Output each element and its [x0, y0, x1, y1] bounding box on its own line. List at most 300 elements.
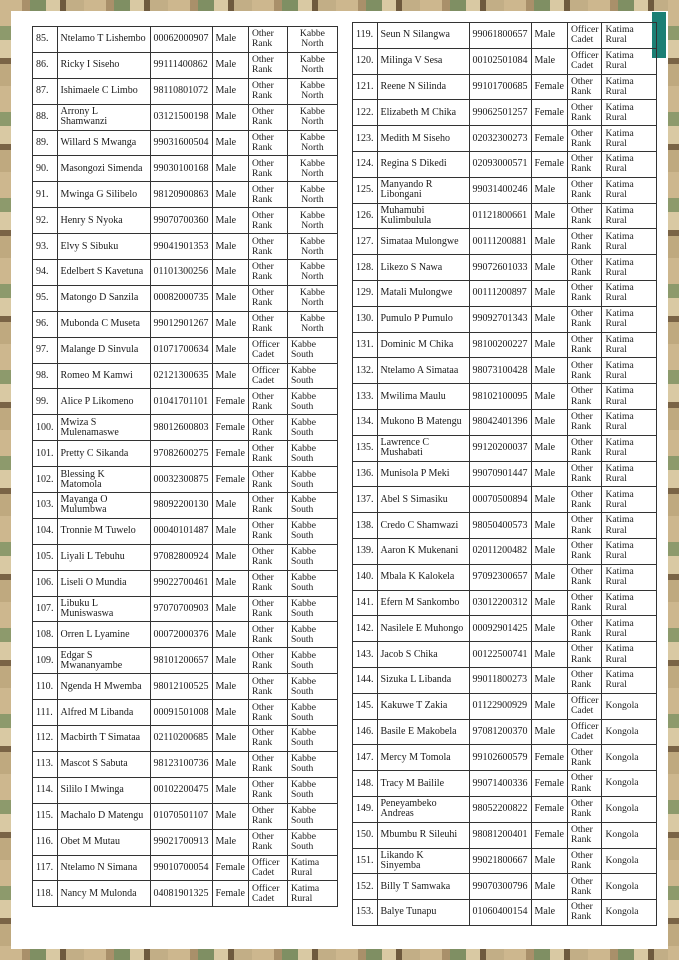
- full-name-cell: Mukono B Matengu: [377, 409, 469, 435]
- full-name-cell: Obet M Mutau: [57, 829, 150, 855]
- full-name-cell: Medith M Siseho: [377, 126, 469, 152]
- station-cell: Katima Rural: [602, 255, 657, 281]
- rank-cell: Other Rank: [567, 874, 602, 900]
- rank-cell: Officer Cadet: [248, 363, 287, 389]
- station-cell: Katima Rural: [287, 881, 337, 907]
- gender-cell: Male: [531, 48, 567, 74]
- full-name-cell: Willard S Mwanga: [57, 130, 150, 156]
- full-name-cell: Matongo D Sanzila: [57, 285, 150, 311]
- full-name-cell: Balye Tunapu: [377, 900, 469, 926]
- gender-cell: Male: [212, 27, 248, 53]
- rank-cell: Other Rank: [567, 126, 602, 152]
- gender-cell: Female: [531, 151, 567, 177]
- id-number-cell: 00122500741: [469, 642, 531, 668]
- full-name-cell: Mwinga G Silibelo: [57, 182, 150, 208]
- full-name-cell: Mubonda C Museta: [57, 311, 150, 337]
- row-number-cell: 87.: [33, 78, 58, 104]
- table-row: [353, 74, 657, 100]
- row-number-cell: 152.: [353, 874, 378, 900]
- full-name-cell: Elizabeth M Chika: [377, 100, 469, 126]
- id-number-cell: 01041701101: [150, 389, 212, 415]
- table-row: [353, 564, 657, 590]
- station-cell: Katima Rural: [602, 384, 657, 410]
- id-number-cell: 00040101487: [150, 518, 212, 544]
- station-cell: Kongola: [602, 822, 657, 848]
- table-row: [33, 27, 338, 53]
- row-number-cell: 111.: [33, 700, 58, 726]
- row-number-cell: 144.: [353, 667, 378, 693]
- rank-cell: Other Rank: [248, 27, 287, 53]
- rank-cell: Other Rank: [248, 493, 287, 519]
- rank-cell: Other Rank: [248, 285, 287, 311]
- gender-cell: Male: [212, 130, 248, 156]
- table-row: [33, 260, 338, 286]
- id-number-cell: 99111400862: [150, 52, 212, 78]
- rank-cell: Other Rank: [567, 229, 602, 255]
- full-name-cell: Aaron K Mukenani: [377, 538, 469, 564]
- table-row: [353, 255, 657, 281]
- id-number-cell: 99010700054: [150, 855, 212, 881]
- station-cell: Kabbe North: [287, 27, 337, 53]
- gender-cell: Male: [531, 358, 567, 384]
- id-number-cell: 97082600275: [150, 441, 212, 467]
- rank-cell: Other Rank: [567, 513, 602, 539]
- decorative-border-bottom: [0, 949, 679, 960]
- rank-cell: Other Rank: [567, 151, 602, 177]
- station-cell: Kabbe North: [287, 78, 337, 104]
- gender-cell: Male: [212, 648, 248, 674]
- gender-cell: Male: [212, 234, 248, 260]
- rank-cell: Other Rank: [248, 751, 287, 777]
- gender-cell: Female: [531, 745, 567, 771]
- gender-cell: Male: [531, 384, 567, 410]
- full-name-cell: Seun N Silangwa: [377, 23, 469, 49]
- station-cell: Katima Rural: [602, 332, 657, 358]
- full-name-cell: Reene N Silinda: [377, 74, 469, 100]
- rank-cell: Other Rank: [248, 622, 287, 648]
- full-name-cell: Orren L Lyamine: [57, 622, 150, 648]
- rank-cell: Other Rank: [567, 177, 602, 203]
- id-number-cell: 99120200037: [469, 435, 531, 461]
- full-name-cell: Likezo S Nawa: [377, 255, 469, 281]
- full-name-cell: Liyali L Tebuhu: [57, 544, 150, 570]
- id-number-cell: 02093000571: [469, 151, 531, 177]
- full-name-cell: Malange D Sinvula: [57, 337, 150, 363]
- full-name-cell: Romeo M Kamwi: [57, 363, 150, 389]
- gender-cell: Female: [212, 881, 248, 907]
- gender-cell: Male: [531, 280, 567, 306]
- id-number-cell: 99070300796: [469, 874, 531, 900]
- row-number-cell: 142.: [353, 616, 378, 642]
- row-number-cell: 93.: [33, 234, 58, 260]
- rank-cell: Other Rank: [567, 616, 602, 642]
- table-row: [353, 461, 657, 487]
- rank-cell: Other Rank: [248, 415, 287, 441]
- table-row: [33, 881, 338, 907]
- table-row: [353, 590, 657, 616]
- gender-cell: Female: [212, 441, 248, 467]
- table-row: [353, 177, 657, 203]
- table-row: [353, 151, 657, 177]
- id-number-cell: 99092701343: [469, 306, 531, 332]
- table-row: [33, 337, 338, 363]
- gender-cell: Male: [212, 726, 248, 752]
- full-name-cell: Mbala K Kalokela: [377, 564, 469, 590]
- station-cell: Katima Rural: [602, 203, 657, 229]
- row-number-cell: 140.: [353, 564, 378, 590]
- station-cell: Katima Rural: [602, 564, 657, 590]
- full-name-cell: Ngenda H Mwemba: [57, 674, 150, 700]
- station-cell: Kongola: [602, 874, 657, 900]
- row-number-cell: 123.: [353, 126, 378, 152]
- rank-cell: Other Rank: [248, 52, 287, 78]
- gender-cell: Male: [212, 260, 248, 286]
- gender-cell: Male: [212, 777, 248, 803]
- gender-cell: Male: [212, 52, 248, 78]
- id-number-cell: 00032300875: [150, 467, 212, 493]
- station-cell: Katima Rural: [602, 151, 657, 177]
- station-cell: Katima Rural: [602, 616, 657, 642]
- id-number-cell: 99072601033: [469, 255, 531, 281]
- id-number-cell: 99062501257: [469, 100, 531, 126]
- table-row: [353, 100, 657, 126]
- row-number-cell: 105.: [33, 544, 58, 570]
- station-cell: Katima Rural: [602, 306, 657, 332]
- station-cell: Kabbe North: [287, 208, 337, 234]
- rank-cell: Other Rank: [567, 590, 602, 616]
- station-cell: Kongola: [602, 745, 657, 771]
- row-number-cell: 125.: [353, 177, 378, 203]
- station-cell: Katima Rural: [602, 48, 657, 74]
- rank-cell: Other Rank: [567, 358, 602, 384]
- table-row: [33, 441, 338, 467]
- table-row: [353, 642, 657, 668]
- recruit-table-right: [352, 22, 657, 926]
- id-number-cell: 99031600504: [150, 130, 212, 156]
- station-cell: Kabbe North: [287, 130, 337, 156]
- station-cell: Kabbe South: [287, 622, 337, 648]
- station-cell: Kabbe North: [287, 182, 337, 208]
- row-number-cell: 134.: [353, 409, 378, 435]
- id-number-cell: 00102501084: [469, 48, 531, 74]
- station-cell: Katima Rural: [602, 126, 657, 152]
- id-number-cell: 99021700913: [150, 829, 212, 855]
- gender-cell: Male: [531, 590, 567, 616]
- id-number-cell: 98120900863: [150, 182, 212, 208]
- gender-cell: Male: [212, 182, 248, 208]
- gender-cell: Female: [212, 467, 248, 493]
- full-name-cell: Ntelamo T Lishembo: [57, 27, 150, 53]
- id-number-cell: 98073100428: [469, 358, 531, 384]
- gender-cell: Female: [212, 415, 248, 441]
- table-row: [33, 803, 338, 829]
- rank-cell: Other Rank: [567, 461, 602, 487]
- table-row: [33, 518, 338, 544]
- id-number-cell: 00072000376: [150, 622, 212, 648]
- station-cell: Katima Rural: [602, 487, 657, 513]
- rank-cell: Other Rank: [248, 777, 287, 803]
- gender-cell: Male: [212, 751, 248, 777]
- full-name-cell: Pumulo P Pumulo: [377, 306, 469, 332]
- rank-cell: Other Rank: [567, 538, 602, 564]
- rank-cell: Other Rank: [248, 130, 287, 156]
- station-cell: Kabbe South: [287, 544, 337, 570]
- full-name-cell: Pretty C Sikanda: [57, 441, 150, 467]
- gender-cell: Male: [212, 285, 248, 311]
- gender-cell: Male: [531, 23, 567, 49]
- gender-cell: Male: [212, 570, 248, 596]
- full-name-cell: Peneyambeko Andreas: [377, 796, 469, 822]
- gender-cell: Male: [531, 229, 567, 255]
- row-number-cell: 94.: [33, 260, 58, 286]
- id-number-cell: 99061800657: [469, 23, 531, 49]
- gender-cell: Male: [531, 461, 567, 487]
- id-number-cell: 00062000907: [150, 27, 212, 53]
- full-name-cell: Ishimaele C Limbo: [57, 78, 150, 104]
- full-name-cell: Henry S Nyoka: [57, 208, 150, 234]
- rank-cell: Officer Cadet: [248, 337, 287, 363]
- table-row: [353, 409, 657, 435]
- table-row: [353, 538, 657, 564]
- id-number-cell: 00091501008: [150, 700, 212, 726]
- station-cell: Kongola: [602, 719, 657, 745]
- table-row: [353, 280, 657, 306]
- gender-cell: Female: [531, 822, 567, 848]
- station-cell: Kongola: [602, 693, 657, 719]
- id-number-cell: 01071700634: [150, 337, 212, 363]
- table-row: [33, 389, 338, 415]
- station-cell: Kabbe North: [287, 156, 337, 182]
- id-number-cell: 03012200312: [469, 590, 531, 616]
- station-cell: Katima Rural: [287, 855, 337, 881]
- gender-cell: Male: [531, 564, 567, 590]
- rank-cell: Other Rank: [567, 100, 602, 126]
- row-number-cell: 135.: [353, 435, 378, 461]
- row-number-cell: 102.: [33, 467, 58, 493]
- row-number-cell: 145.: [353, 693, 378, 719]
- rank-cell: Other Rank: [248, 803, 287, 829]
- station-cell: Kabbe South: [287, 389, 337, 415]
- id-number-cell: 01060400154: [469, 900, 531, 926]
- id-number-cell: 00111200881: [469, 229, 531, 255]
- gender-cell: Male: [531, 487, 567, 513]
- gender-cell: Male: [531, 409, 567, 435]
- full-name-cell: Likando K Sinyemba: [377, 848, 469, 874]
- id-number-cell: 02121300635: [150, 363, 212, 389]
- full-name-cell: Liseli O Mundia: [57, 570, 150, 596]
- station-cell: Katima Rural: [602, 74, 657, 100]
- row-number-cell: 104.: [33, 518, 58, 544]
- station-cell: Katima Rural: [602, 435, 657, 461]
- rank-cell: Other Rank: [248, 829, 287, 855]
- row-number-cell: 119.: [353, 23, 378, 49]
- id-number-cell: 98123100736: [150, 751, 212, 777]
- rank-cell: Other Rank: [248, 674, 287, 700]
- row-number-cell: 86.: [33, 52, 58, 78]
- id-number-cell: 98100200227: [469, 332, 531, 358]
- gender-cell: Male: [212, 208, 248, 234]
- row-number-cell: 136.: [353, 461, 378, 487]
- station-cell: Kabbe South: [287, 337, 337, 363]
- full-name-cell: Mbumbu R Sileuhi: [377, 822, 469, 848]
- table-row: [33, 311, 338, 337]
- station-cell: Katima Rural: [602, 100, 657, 126]
- full-name-cell: Mwiza S Mulenamaswe: [57, 415, 150, 441]
- id-number-cell: 99102600579: [469, 745, 531, 771]
- table-row: [353, 229, 657, 255]
- full-name-cell: Basile E Makobela: [377, 719, 469, 745]
- table-row: [33, 622, 338, 648]
- rank-cell: Officer Cadet: [567, 693, 602, 719]
- gender-cell: Male: [531, 435, 567, 461]
- rank-cell: Other Rank: [567, 642, 602, 668]
- row-number-cell: 115.: [33, 803, 58, 829]
- table-row: [33, 855, 338, 881]
- id-number-cell: 02011200482: [469, 538, 531, 564]
- row-number-cell: 90.: [33, 156, 58, 182]
- full-name-cell: Macbirth T Simataa: [57, 726, 150, 752]
- full-name-cell: Ntelamo A Simataa: [377, 358, 469, 384]
- row-number-cell: 99.: [33, 389, 58, 415]
- id-number-cell: 97081200370: [469, 719, 531, 745]
- full-name-cell: Manyando R Libongani: [377, 177, 469, 203]
- row-number-cell: 116.: [33, 829, 58, 855]
- id-number-cell: 99030100168: [150, 156, 212, 182]
- row-number-cell: 129.: [353, 280, 378, 306]
- station-cell: Kabbe North: [287, 311, 337, 337]
- table-row: [353, 771, 657, 797]
- id-number-cell: 98052200822: [469, 796, 531, 822]
- table-row: [353, 693, 657, 719]
- station-cell: Katima Rural: [602, 358, 657, 384]
- row-number-cell: 107.: [33, 596, 58, 622]
- id-number-cell: 98092200130: [150, 493, 212, 519]
- gender-cell: Male: [212, 803, 248, 829]
- row-number-cell: 147.: [353, 745, 378, 771]
- id-number-cell: 99011800273: [469, 667, 531, 693]
- rank-cell: Officer Cadet: [248, 881, 287, 907]
- row-number-cell: 151.: [353, 848, 378, 874]
- full-name-cell: Credo C Shamwazi: [377, 513, 469, 539]
- row-number-cell: 122.: [353, 100, 378, 126]
- gender-cell: Female: [531, 771, 567, 797]
- row-number-cell: 98.: [33, 363, 58, 389]
- full-name-cell: Mayanga O Mulumbwa: [57, 493, 150, 519]
- rank-cell: Other Rank: [248, 78, 287, 104]
- table-row: [353, 513, 657, 539]
- table-row: [353, 745, 657, 771]
- station-cell: Katima Rural: [602, 642, 657, 668]
- table-row: [33, 777, 338, 803]
- station-cell: Katima Rural: [602, 229, 657, 255]
- row-number-cell: 118.: [33, 881, 58, 907]
- full-name-cell: Munisola P Meki: [377, 461, 469, 487]
- decorative-border-left: [0, 0, 11, 960]
- rank-cell: Other Rank: [567, 409, 602, 435]
- station-cell: Katima Rural: [602, 280, 657, 306]
- rank-cell: Other Rank: [567, 255, 602, 281]
- full-name-cell: Matali Mulongwe: [377, 280, 469, 306]
- id-number-cell: 00111200897: [469, 280, 531, 306]
- full-name-cell: Elvy S Sibuku: [57, 234, 150, 260]
- row-number-cell: 106.: [33, 570, 58, 596]
- id-number-cell: 98101200657: [150, 648, 212, 674]
- rank-cell: Other Rank: [567, 203, 602, 229]
- row-number-cell: 110.: [33, 674, 58, 700]
- id-number-cell: 02110200685: [150, 726, 212, 752]
- id-number-cell: 98081200401: [469, 822, 531, 848]
- gender-cell: Male: [531, 616, 567, 642]
- row-number-cell: 139.: [353, 538, 378, 564]
- rank-cell: Other Rank: [567, 848, 602, 874]
- row-number-cell: 124.: [353, 151, 378, 177]
- id-number-cell: 99031400246: [469, 177, 531, 203]
- table-row: [353, 435, 657, 461]
- row-number-cell: 141.: [353, 590, 378, 616]
- station-cell: Kabbe South: [287, 570, 337, 596]
- table-row: [353, 358, 657, 384]
- full-name-cell: Sililo I Mwinga: [57, 777, 150, 803]
- rank-cell: Other Rank: [248, 441, 287, 467]
- gender-cell: Male: [212, 78, 248, 104]
- station-cell: Kabbe North: [287, 285, 337, 311]
- full-name-cell: Masongozi Simenda: [57, 156, 150, 182]
- row-number-cell: 88.: [33, 104, 58, 130]
- gender-cell: Male: [531, 900, 567, 926]
- id-number-cell: 98012600803: [150, 415, 212, 441]
- table-row: [33, 648, 338, 674]
- row-number-cell: 100.: [33, 415, 58, 441]
- full-name-cell: Sizuka L Libanda: [377, 667, 469, 693]
- rank-cell: Other Rank: [567, 771, 602, 797]
- full-name-cell: Jacob S Chika: [377, 642, 469, 668]
- table-row: [353, 822, 657, 848]
- row-number-cell: 149.: [353, 796, 378, 822]
- table-row: [33, 363, 338, 389]
- table-row: [353, 487, 657, 513]
- full-name-cell: Alfred M Libanda: [57, 700, 150, 726]
- station-cell: Kongola: [602, 771, 657, 797]
- rank-cell: Other Rank: [248, 544, 287, 570]
- full-name-cell: Nasilele E Muhongo: [377, 616, 469, 642]
- station-cell: Kabbe North: [287, 260, 337, 286]
- rank-cell: Other Rank: [567, 564, 602, 590]
- row-number-cell: 143.: [353, 642, 378, 668]
- station-cell: Katima Rural: [602, 23, 657, 49]
- id-number-cell: 99071400336: [469, 771, 531, 797]
- full-name-cell: Regina S Dikedi: [377, 151, 469, 177]
- row-number-cell: 108.: [33, 622, 58, 648]
- gender-cell: Male: [531, 874, 567, 900]
- rank-cell: Other Rank: [248, 700, 287, 726]
- table-row: [353, 48, 657, 74]
- table-row: [33, 104, 338, 130]
- station-cell: Katima Rural: [602, 513, 657, 539]
- gender-cell: Male: [212, 700, 248, 726]
- station-cell: Katima Rural: [602, 409, 657, 435]
- table-row: [353, 203, 657, 229]
- rank-cell: Other Rank: [567, 796, 602, 822]
- row-number-cell: 126.: [353, 203, 378, 229]
- full-name-cell: Lawrence C Mushabati: [377, 435, 469, 461]
- rank-cell: Other Rank: [248, 234, 287, 260]
- rank-cell: Other Rank: [567, 745, 602, 771]
- row-number-cell: 133.: [353, 384, 378, 410]
- table-row: [353, 23, 657, 49]
- gender-cell: Male: [212, 156, 248, 182]
- gender-cell: Female: [212, 389, 248, 415]
- table-row: [353, 306, 657, 332]
